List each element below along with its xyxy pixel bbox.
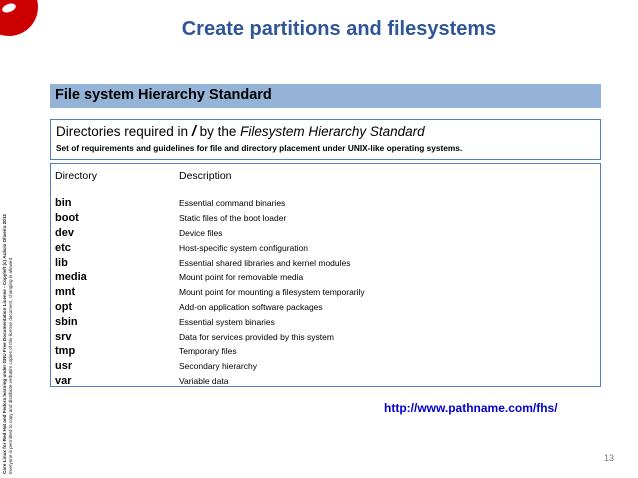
table-row — [55, 344, 600, 359]
directory-name: media — [55, 271, 87, 284]
directory-description: Mount point for removable media — [179, 272, 304, 283]
table-row — [55, 329, 600, 344]
info-middle: by the — [195, 124, 241, 139]
directory-description: Temporary files — [179, 346, 237, 357]
license-line-2: Everyone is permitted to copy and distribute verbatim copies of this license document, changing is allowed — [8, 257, 13, 474]
table-row — [55, 285, 600, 300]
directory-name: boot — [55, 212, 79, 225]
directory-name: var — [55, 374, 72, 387]
license-sidebar — [2, 174, 14, 474]
directory-name: srv — [55, 330, 72, 343]
info-prefix: Directories required in — [56, 124, 192, 139]
directory-name: opt — [55, 300, 73, 313]
directory-description: Add-on application software packages — [179, 301, 323, 312]
info-line-2: Set of requirements and guidelines for file and directory placement under UNIX-like operating systems. — [56, 143, 463, 153]
directory-name: dev — [55, 226, 74, 239]
section-banner: File system Hierarchy Standard — [50, 84, 601, 108]
directory-table — [50, 163, 601, 387]
directory-description: Host-specific system configuration — [179, 242, 308, 253]
table-row — [55, 240, 600, 255]
directory-description: Device files — [179, 227, 223, 238]
table-row — [55, 270, 600, 285]
directory-description: Essential shared libraries and kernel modules — [179, 257, 351, 268]
table-row — [55, 359, 600, 374]
directory-name: bin — [55, 197, 72, 210]
table-body — [55, 196, 600, 388]
table-row — [55, 374, 600, 389]
directory-description: Essential command binaries — [179, 198, 286, 209]
table-row — [55, 314, 600, 329]
header-description: Description — [179, 170, 232, 182]
directory-name: lib — [55, 256, 68, 269]
directory-description: Secondary hierarchy — [179, 361, 257, 372]
directory-description: Data for services provided by this system — [179, 331, 334, 342]
directory-name: mnt — [55, 286, 76, 299]
directory-name: sbin — [55, 315, 78, 328]
fhs-name: Filesystem Hierarchy Standard — [240, 124, 425, 139]
table-row — [55, 211, 600, 226]
info-box — [50, 119, 601, 160]
license-line-1: Core Linux for Red Hat and Fedora learning under GNU Free Documentation License - Copyleft (c) Acácio Oliveira 2012 — [2, 214, 7, 474]
directory-description: Mount point for mounting a filesystem temporarily — [179, 287, 365, 298]
directory-name: tmp — [55, 345, 76, 358]
directory-name: usr — [55, 360, 73, 373]
table-row — [55, 226, 600, 241]
root-slash: / — [191, 124, 196, 140]
directory-description: Essential system binaries — [179, 316, 275, 327]
table-row — [55, 300, 600, 315]
info-line-1 — [56, 124, 600, 140]
table-row — [55, 255, 600, 270]
directory-name: etc — [55, 241, 71, 254]
table-row — [55, 196, 600, 211]
page-number: 13 — [604, 453, 615, 463]
directory-description: Static files of the boot loader — [179, 213, 287, 224]
header-directory: Directory — [55, 170, 98, 182]
slide-title: Create partitions and filesystems — [181, 18, 497, 40]
directory-description: Variable data — [179, 375, 229, 386]
fhs-link[interactable]: http://www.pathname.com/fhs/ — [384, 401, 558, 415]
table-header — [55, 170, 600, 196]
